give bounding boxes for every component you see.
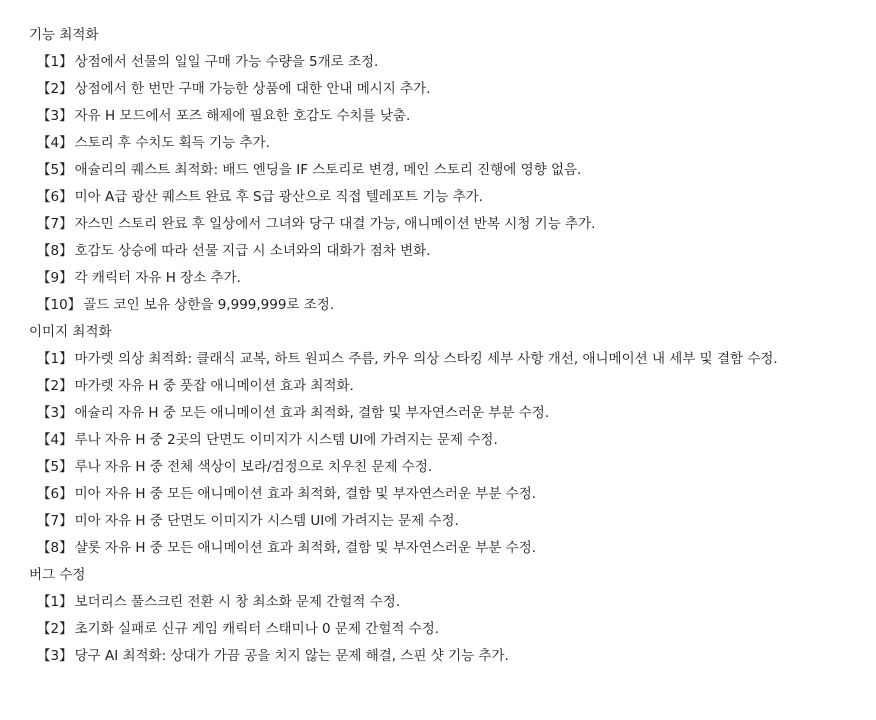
list-item: [0, 265, 876, 292]
item-number: 【9】: [37, 270, 73, 286]
list-item: [0, 481, 876, 508]
item-text: 애슐리의 퀘스트 최적화: 배드 엔딩을 IF 스토리로 변경, 메인 스토리 진행에 영향 없음.: [74, 162, 582, 178]
list-item: [0, 454, 876, 481]
list-item: [0, 346, 876, 373]
list-item: [0, 427, 876, 454]
item-text: 루나 자유 H 중 전체 색상이 보라/검정으로 치우친 문제 수정.: [74, 459, 433, 475]
item-number: 【2】: [37, 621, 73, 637]
list-item: [0, 589, 876, 616]
list-item: [0, 49, 876, 76]
item-number: 【1】: [37, 351, 73, 367]
item-text: 골드 코인 보유 상한을 9,999,999로 조정.: [83, 297, 335, 313]
item-text: 당구 AI 최적화: 상대가 가끔 공을 치지 않는 문제 해결, 스핀 샷 기능 추가.: [74, 648, 509, 664]
list-item: [0, 238, 876, 265]
item-text: 자스민 스토리 완료 후 일상에서 그녀와 당구 대결 가능, 애니메이션 반복 시청 기능 추가.: [74, 216, 596, 232]
item-number: 【7】: [37, 216, 73, 232]
list-item: [0, 616, 876, 643]
item-number: 【4】: [37, 432, 73, 448]
item-number: 【1】: [37, 54, 73, 70]
list-item: [0, 103, 876, 130]
item-number: 【5】: [37, 459, 73, 475]
item-text: 호감도 상승에 따라 선물 지급 시 소녀와의 대화가 점차 변화.: [74, 243, 431, 259]
list-item: [0, 184, 876, 211]
item-number: 【6】: [37, 189, 73, 205]
section-heading-image-optimization: 이미지 최적화: [29, 324, 112, 340]
item-text: 애슐리 자유 H 중 모든 애니메이션 효과 최적화, 결함 및 부자연스러운 부분 수정.: [74, 405, 550, 421]
item-number: 【8】: [37, 540, 73, 556]
item-text: 초기화 실패로 신규 게임 캐릭터 스태미나 0 문제 간헐적 수정.: [74, 621, 440, 637]
list-item: [0, 157, 876, 184]
item-text: 상점에서 한 번만 구매 가능한 상품에 대한 안내 메시지 추가.: [74, 81, 431, 97]
item-text: 자유 H 모드에서 포즈 해제에 필요한 호감도 수치를 낮춤.: [74, 108, 411, 124]
item-text: 상점에서 선물의 일일 구매 가능 수량을 5개로 조정.: [74, 54, 379, 70]
item-number: 【1】: [37, 594, 73, 610]
list-item: [0, 535, 876, 562]
item-number: 【3】: [37, 648, 73, 664]
item-number: 【3】: [37, 108, 73, 124]
section-heading-bug-fixes: 버그 수정: [29, 567, 86, 583]
item-number: 【3】: [37, 405, 73, 421]
patch-notes-document: [0, 22, 876, 670]
item-text: 루나 자유 H 중 2곳의 단면도 이미지가 시스템 UI에 가려지는 문제 수정.: [74, 432, 498, 448]
item-number: 【4】: [37, 135, 73, 151]
list-item: [0, 292, 876, 319]
list-item: [0, 130, 876, 157]
item-number: 【2】: [37, 378, 73, 394]
list-item: [0, 373, 876, 400]
section-heading-feature-optimization: 기능 최적화: [29, 27, 99, 43]
item-text: 샬롯 자유 H 중 모든 애니메이션 효과 최적화, 결함 및 부자연스러운 부분 수정.: [74, 540, 537, 556]
item-number: 【8】: [37, 243, 73, 259]
item-number: 【2】: [37, 81, 73, 97]
item-text: 마가렛 의상 최적화: 클래식 교복, 하트 원피스 주름, 카우 의상 스타킹 세부 사항 개선, 애니메이션 내 세부 및 결함 수정.: [74, 351, 778, 367]
list-item: [0, 400, 876, 427]
item-text: 보더리스 풀스크린 전환 시 창 최소화 문제 간헐적 수정.: [74, 594, 401, 610]
item-number: 【5】: [37, 162, 73, 178]
list-item: [0, 643, 876, 670]
list-item: [0, 76, 876, 103]
item-number: 【6】: [37, 486, 73, 502]
item-number: 【10】: [37, 297, 82, 313]
item-text: 미아 자유 H 중 모든 애니메이션 효과 최적화, 결함 및 부자연스러운 부분 수정.: [74, 486, 537, 502]
list-item: [0, 211, 876, 238]
item-text: 미아 자유 H 중 단면도 이미지가 시스템 UI에 가려지는 문제 수정.: [74, 513, 459, 529]
item-text: 마가렛 자유 H 중 풋잡 애니메이션 효과 최적화.: [74, 378, 354, 394]
item-text: 스토리 후 수치도 획득 기능 추가.: [74, 135, 270, 151]
item-text: 각 캐릭터 자유 H 장소 추가.: [74, 270, 241, 286]
item-text: 미아 A급 광산 퀘스트 완료 후 S급 광산으로 직접 텔레포트 기능 추가.: [74, 189, 483, 205]
item-number: 【7】: [37, 513, 73, 529]
list-item: [0, 508, 876, 535]
